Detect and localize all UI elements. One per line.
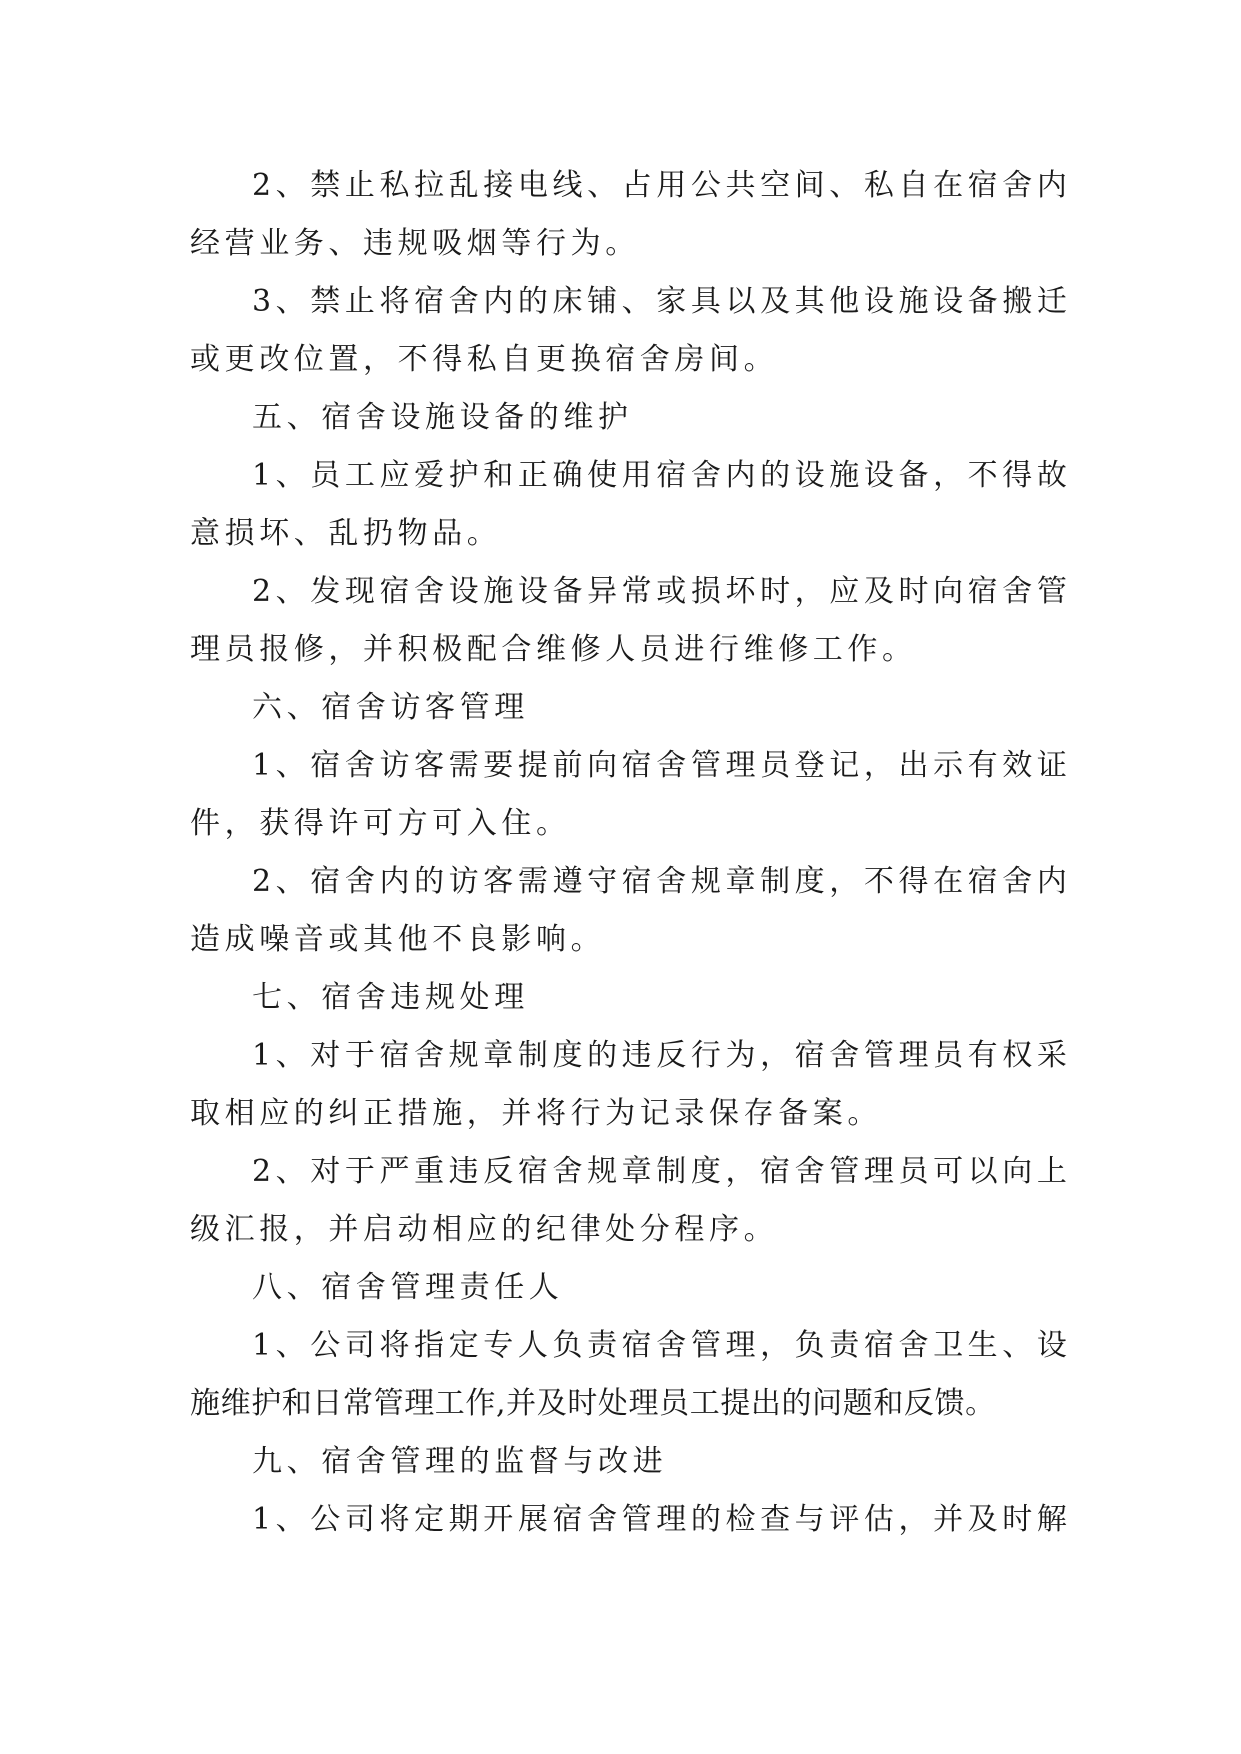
section-heading: 五、宿舍设施设备的维护 bbox=[252, 400, 633, 435]
paragraph-line: 经营业务、违规吸烟等行为。 bbox=[190, 226, 640, 261]
paragraph-line: 2、宿舍内的访客需遵守宿舍规章制度，不得在宿舍内 bbox=[252, 864, 1072, 899]
paragraph-line: 造成噪音或其他不良影响。 bbox=[190, 922, 606, 957]
section-heading: 九、宿舍管理的监督与改进 bbox=[252, 1444, 668, 1479]
paragraph-line: 1、员工应爱护和正确使用宿舍内的设施设备，不得故 bbox=[252, 458, 1072, 493]
paragraph-line: 3、禁止将宿舍内的床铺、家具以及其他设施设备搬迁 bbox=[252, 284, 1072, 319]
section-heading: 八、宿舍管理责任人 bbox=[252, 1270, 564, 1305]
paragraph-line: 1、公司将指定专人负责宿舍管理，负责宿舍卫生、设 bbox=[252, 1328, 1072, 1363]
paragraph-line: 2、对于严重违反宿舍规章制度，宿舍管理员可以向上 bbox=[252, 1154, 1072, 1189]
paragraph-line: 级汇报，并启动相应的纪律处分程序。 bbox=[190, 1212, 779, 1247]
paragraph-line: 施维护和日常管理工作,并及时处理员工提出的问题和反馈。 bbox=[190, 1386, 996, 1421]
paragraph-line: 1、宿舍访客需要提前向宿舍管理员登记，出示有效证 bbox=[252, 748, 1072, 783]
document-body bbox=[190, 157, 1072, 1549]
section-heading: 七、宿舍违规处理 bbox=[252, 980, 529, 1015]
paragraph-line: 或更改位置，不得私自更换宿舍房间。 bbox=[190, 342, 779, 377]
section-heading: 六、宿舍访客管理 bbox=[252, 690, 529, 725]
paragraph-line: 2、发现宿舍设施设备异常或损坏时，应及时向宿舍管 bbox=[252, 574, 1072, 609]
paragraph-line: 2、禁止私拉乱接电线、占用公共空间、私自在宿舍内 bbox=[252, 168, 1072, 203]
paragraph-line: 件，获得许可方可入住。 bbox=[190, 806, 571, 841]
paragraph-line: 意损坏、乱扔物品。 bbox=[190, 516, 502, 551]
paragraph-line: 理员报修，并积极配合维修人员进行维修工作。 bbox=[190, 632, 917, 667]
paragraph-line: 取相应的纠正措施，并将行为记录保存备案。 bbox=[190, 1096, 882, 1131]
paragraph-line: 1、对于宿舍规章制度的违反行为，宿舍管理员有权采 bbox=[252, 1038, 1072, 1073]
paragraph-line: 1、公司将定期开展宿舍管理的检查与评估，并及时解 bbox=[252, 1502, 1072, 1537]
